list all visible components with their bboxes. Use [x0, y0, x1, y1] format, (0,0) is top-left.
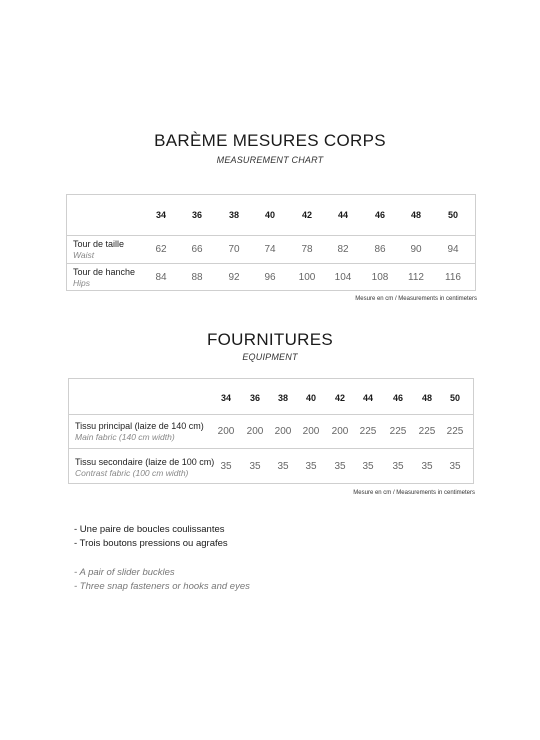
row-label-en: Main fabric (140 cm width) — [75, 432, 175, 442]
table-cell: 82 — [337, 244, 349, 255]
table-cell: 200 — [246, 426, 264, 437]
row-label-en: Waist — [73, 250, 95, 260]
supplies-list-fr — [74, 523, 228, 551]
list-item: - A pair of slider buckles — [74, 567, 175, 578]
size-header: 42 — [301, 210, 312, 220]
measurement-header-row — [67, 195, 475, 235]
table-cell: 35 — [220, 461, 232, 472]
table-cell: 104 — [334, 272, 352, 283]
table-cell: 74 — [264, 244, 276, 255]
table-cell: 70 — [228, 244, 240, 255]
list-item: - Une paire de boucles coulissantes — [74, 524, 225, 535]
measurement-chart-subtitle: MEASUREMENT CHART — [216, 155, 324, 165]
table-cell: 35 — [249, 461, 261, 472]
row-label — [75, 421, 204, 443]
table-cell: 200 — [217, 426, 235, 437]
measurement-chart-title: BARÈME MESURES CORPS — [154, 131, 386, 150]
table-cell: 225 — [418, 426, 436, 437]
size-header: 44 — [362, 393, 373, 403]
table-cell: 84 — [155, 272, 167, 283]
size-header: 46 — [374, 210, 385, 220]
size-header: 42 — [334, 393, 345, 403]
table-cell: 200 — [331, 426, 349, 437]
table-cell: 94 — [447, 244, 459, 255]
size-header: 38 — [277, 393, 288, 403]
row-label-fr: Tour de hanche — [73, 267, 136, 277]
table-cell: 78 — [301, 244, 313, 255]
supplies-list-en — [74, 566, 250, 594]
row-label-fr: Tissu secondaire (laize de 100 cm) — [75, 457, 215, 467]
table-cell: 35 — [334, 461, 346, 472]
table-cell: 35 — [305, 461, 317, 472]
size-header: 34 — [155, 210, 166, 220]
table-cell: 225 — [359, 426, 377, 437]
row-label-fr: Tour de taille — [73, 239, 125, 249]
size-header: 50 — [449, 393, 460, 403]
table-cell: 35 — [449, 461, 461, 472]
size-header: 40 — [264, 210, 275, 220]
list-item: - Trois boutons pressions ou agrafes — [74, 538, 228, 549]
equipment-title: FOURNITURES — [206, 330, 334, 349]
row-label-fr: Tissu principal (laize de 140 cm) — [75, 421, 204, 431]
table-cell: 116 — [445, 272, 461, 283]
table-cell: 96 — [264, 272, 276, 283]
hips-row — [67, 263, 475, 292]
table-cell: 86 — [374, 244, 386, 255]
table-cell: 92 — [228, 272, 240, 283]
table-cell: 108 — [371, 272, 389, 283]
table-cell: 88 — [191, 272, 203, 283]
table-cell: 90 — [410, 244, 422, 255]
table-cell: 35 — [277, 461, 289, 472]
table-cell: 35 — [362, 461, 374, 472]
size-header: 48 — [421, 393, 432, 403]
size-header: 46 — [392, 393, 403, 403]
size-header: 40 — [305, 393, 316, 403]
table-cell: 100 — [298, 272, 316, 283]
size-header: 48 — [410, 210, 421, 220]
size-header: 50 — [447, 210, 458, 220]
table-cell: 200 — [274, 426, 292, 437]
table-cell: 112 — [408, 272, 424, 283]
row-label — [75, 457, 214, 479]
measurement-unit-note: Mesure en cm / Measurements in centimeters — [355, 296, 477, 302]
contrast-fabric-row — [69, 448, 473, 485]
size-header: 34 — [220, 393, 231, 403]
equipment-table — [68, 378, 474, 484]
table-cell: 35 — [421, 461, 433, 472]
row-label — [73, 267, 135, 289]
size-header: 44 — [337, 210, 348, 220]
table-cell: 225 — [446, 426, 464, 437]
row-label-en: Contrast fabric (100 cm width) — [75, 468, 189, 478]
row-label-en: Hips — [73, 278, 91, 288]
equipment-header-row — [69, 379, 473, 414]
size-header: 38 — [228, 210, 239, 220]
size-header: 36 — [249, 393, 260, 403]
list-item: - Three snap fasteners or hooks and eyes — [74, 581, 250, 592]
measurement-table — [66, 194, 476, 291]
table-cell: 62 — [155, 244, 167, 255]
main-fabric-row — [69, 414, 473, 449]
table-cell: 225 — [389, 426, 407, 437]
table-cell: 200 — [302, 426, 320, 437]
size-header: 36 — [191, 210, 202, 220]
table-cell: 35 — [392, 461, 404, 472]
equipment-subtitle: EQUIPMENT — [242, 352, 298, 362]
table-cell: 66 — [191, 244, 203, 255]
row-label — [73, 239, 124, 261]
waist-row — [67, 235, 475, 264]
equipment-unit-note: Mesure en cm / Measurements in centimeters — [353, 490, 475, 496]
